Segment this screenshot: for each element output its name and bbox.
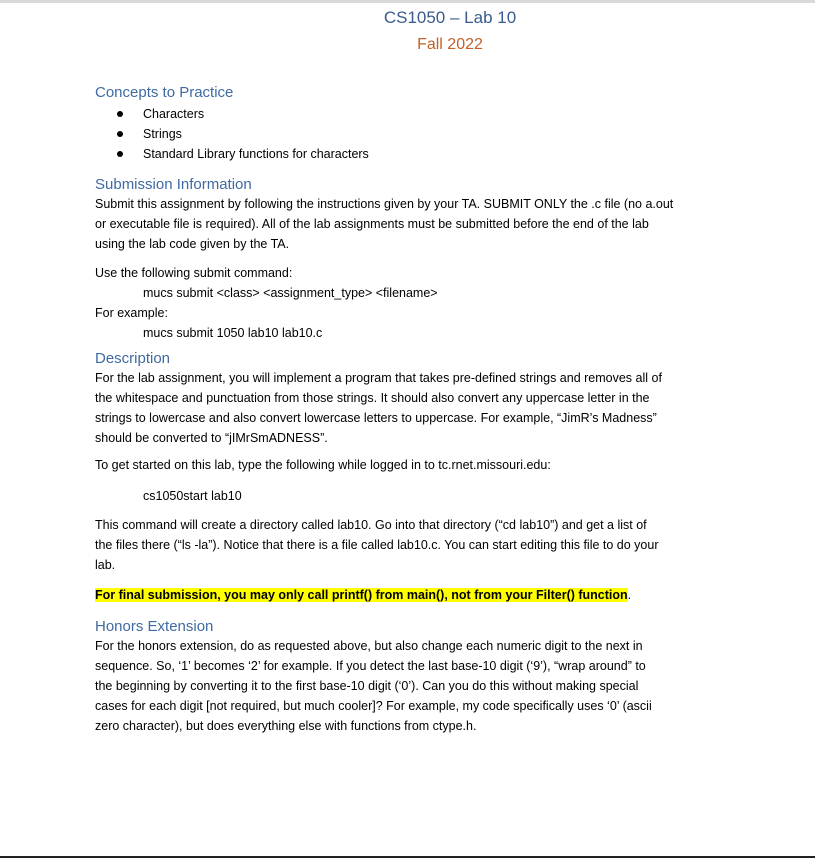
list-item: Strings	[95, 124, 369, 144]
description-heading: Description	[95, 350, 171, 367]
list-item: Characters	[95, 104, 369, 124]
submit-example-intro: For example:	[95, 306, 168, 320]
top-rule	[0, 0, 815, 3]
concepts-list	[95, 104, 369, 164]
bullet-icon	[117, 151, 123, 157]
bullet-icon	[117, 111, 123, 117]
submission-heading: Submission Information	[95, 176, 252, 193]
submit-command-intro: Use the following submit command:	[95, 266, 293, 280]
start-command: cs1050start lab10	[143, 489, 242, 503]
list-item: Standard Library functions for characters	[95, 144, 369, 164]
submission-paragraph: Submit this assignment by following the instructions given by your TA. SUBMIT ONLY the .c file (no a.out or executable file is required). All of the lab assignments must be submitted before the end of the lab using the lab code given by the TA.	[95, 197, 674, 251]
concepts-heading: Concepts to Practice	[95, 84, 234, 101]
submit-example: mucs submit 1050 lab10 lab10.c	[143, 326, 323, 340]
honors-paragraph: For the honors extension, do as requested above, but also change each numeric digit to the next in sequence. So, ‘1’ becomes ‘2’ for example. If you detect the last base-10 digit (‘9’), “wrap around” to the beginning by converting it to the first base-10 digit (‘0’). Can you do this without making special cases for each digit [not required, but much cooler]? For example, my code specifically uses ‘0’ (ascii zero character), but does everything else with functions from ctype.h.	[95, 639, 652, 733]
final-submission-note: For final submission, you may only call printf() from main(), not from your Filter() function.	[95, 588, 632, 602]
document-term: Fall 2022	[417, 36, 483, 53]
submit-command-block	[95, 263, 725, 343]
honors-heading: Honors Extension	[95, 618, 214, 635]
bullet-icon	[117, 131, 123, 137]
description-paragraph: For the lab assignment, you will implement a program that takes pre-defined strings and removes all of the whitespace and punctuation from those strings. It should also convert any uppercase letter in the strings to lowercase and also convert lowercase letters to uppercase. For example, “JimR’s Madness” should be converted to “jIMrSmADNESS”.	[95, 371, 662, 445]
directory-paragraph: This command will create a directory called lab10. Go into that directory (“cd lab10”) and get a list of the files there (“ls -la”). Notice that there is a file called lab10.c. You can start editing this file to do your lab.	[95, 518, 659, 572]
submit-command: mucs submit <class> <assignment_type> <filename>	[143, 286, 438, 300]
start-instructions: To get started on this lab, type the following while logged in to tc.rnet.missouri.edu:	[95, 458, 551, 472]
document-title: CS1050 – Lab 10	[383, 8, 517, 27]
